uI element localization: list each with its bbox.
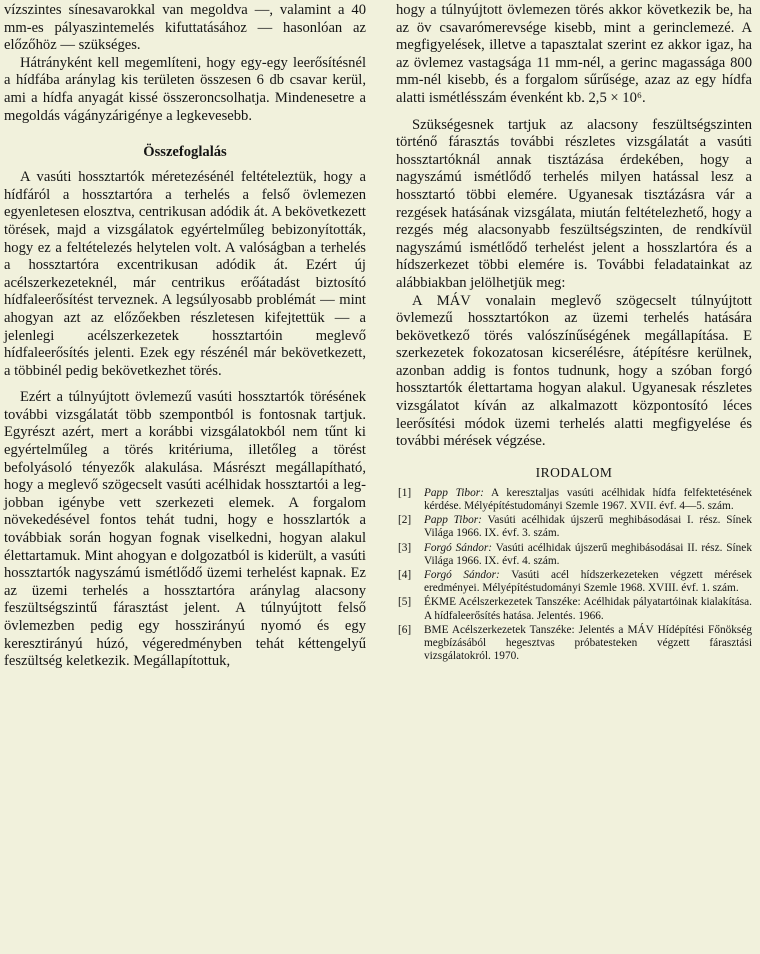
summary-heading: Összefoglalás [143,144,227,161]
reference-author: Papp Tibor: [424,486,484,499]
reference-number: [4] [398,569,412,582]
reference-number: [1] [398,486,412,499]
reference-number: [2] [398,514,412,527]
body-paragraph: Szükségesnek tartjuk az alacsony feszültségszinten történő fárasztás további részletes vizsgálatát a vasúti hossztartóknál annak tisztázása érdekében, hogy a nagyszámú ismétlődő terhelés milyen hatással lesz a hossztartó többi elemére. Ugyanesak tisztázásra vár a rezgések hatásának vizsgálata, miután feltételezhető, hogy a rezgés még alacsonyabb feszültségszinten, de rendkívül nagyszámú ismétlődő terhelést jelent a hosszlartóra és a hídszerkezet többi elemére is. További feladatainkat az alábbiakban jelölhetjük meg: [396,116,752,291]
reference-item [396,624,752,664]
reference-author: Forgó Sándor: [424,541,493,554]
summary-paragraph: Ezért a túlnyújtott övlemezű vasúti hossztartók törésének további vizsgálatát több szempontból is fontosnak tartjuk. Egyrészt azért, mert a korábbi vizsgálatokból nem tűnt ki egyértelműleg a törés kritériuma, illetőleg a törést befolyásoló tényezők alakulása. Másrészt megállapítható, hogy a meglevő szögecselt vasúti acélhidak hossztartói a legjobban igénybe vett szerkezeti elemek. A forgalom növekedésével fontos tehát tudni, hogy e hosszlartók a továbbiak során hogyan fognak viselkedni, hogyan alakul élettartamuk. Mint ahogyan e dolgozatból is kiderült, a vasúti hossztartók nagyszámú ismétlődő üzemi terhelést kapnak. Ez az üzemi terhelés a hossztartóra aránylag alacsony feszültségszintű fárasztást jelent. A túlnyújtott felső övlemezben pedig egy hosszirányú nyomó és egy keresztirányú húzó, végeredményben tehát kéttengelyű feszültség keletkezik. Megállapítottuk, [4,389,366,670]
intro-continuation: vízszintes sínesavarokkal van megoldva —, valamint a 40 mm-es pályaszintemelés kifuttatásához — hasonlóan az előzőhöz — szükséges. [4,2,366,54]
reference-text: Vasúti acél hídszerkezeteken végzett mérések eredményei. Mélyépítéstudományi Szemle 1968. XVIII. évf. 1. szám. [424,569,752,595]
references-heading: IRODALOM [535,464,613,480]
references-list [396,487,752,664]
reference-number: [6] [398,623,412,636]
reference-author: Forgó Sándor: [424,569,500,582]
reference-text: Vasúti acélhidak újszerű meghibásodásai I. rész. Sínek Világa 1966. IX. évf. 3. szám. [424,514,752,540]
reference-item [396,596,752,622]
reference-item [396,569,752,595]
reference-author: Papp Tibor: [424,514,482,527]
left-column [4,2,366,671]
intro-paragraph: Hátrányként kell megemlíteni, hogy egy-egy leerősítésnél a hídfába aránylag kis területen összesen 6 db csavar kerül, ami a hídfa anyagát kissé összeroncsolhatja. Mindenesetre a megoldás vágányzárigénye a legkevesebb. [4,54,366,124]
continuation-paragraph: hogy a túlnyújtott övlemezen törés akkor következik be, ha az öv csavarómerevsége kisebb, mint a gerinclemezé. A megfigyelések, illetve a tapasztalat szerint ez akkor igaz, ha az övlemez vastagsága 11 mm-nél, a gerinc magassága 800 mm-nél kisebb, és a forgalom sűrűsége, azaz az egy hídfa alatti ismétlésszám évenként kb. 2,5 × 10⁶. [396,2,752,106]
reference-item [396,514,752,540]
reference-number: [5] [398,596,412,609]
reference-text: Vasúti acélhidak újszerű meghibásodásai II. rész. Sínek Világa 1966. IX. évf. 4. szám. [424,541,752,567]
reference-item [396,487,752,513]
reference-text: BME Acélszerkezetek Tanszéke: Jelentés a MÁV Hídépítési Főnökség megbízásából hegesztvas próbatesteken végzett fárasztási vizsgálatokról. 1970. [424,623,752,663]
body-paragraph: A MÁV vonalain meglevő szögecselt túlnyújtott övlemezű hossztartókon az üzemi terhelés hatására bekövetkező törés valószínűségének megállapítása. E szerkezetek fokozatosan kicserélésre, átépítésre kerülnek, azonban addig is fontos tudnunk, hogy a szóban forgó hossztartók élettartama hogyan alakul. Ugyanesak részletes vizsgálatot kíván az alkalmazott központosító léces leerősítési módok üzemi terhelés alatti megfigyelése és további mérések végzése. [396,292,752,450]
right-column [396,2,752,664]
summary-paragraph: A vasúti hossztartók méretezésénél feltételeztük, hogy a hídfáról a hossztartóra a terhelés a felső övlemezen egyenletesen elosztva, centrikusan adódik át. A bekövetkezett törések, majd a vizsgálatok egyértelműleg bebizonyították, hogy ez a feltételezés helytelen volt. A valóságban a terhelés a hossztartóra excentrikusan adódik át. Ezért új acélszerkezeteknél, már centrikus erőátadást biztosító hídfaleerősítést terveznek. A legsúlyosabb problémát — mint ahogyan azt az előzőekben részletesen kifejtettük — a jelenlegi acélszerkezetek hossztartóin meglevő hídfaleerősítés jelenti. Ezek egy részénél már bekövetkezett, a többinél pedig bekövetkezhet törés. [4,169,366,379]
reference-text: ÉKME Acélszerkezetek Tanszéke: Acélhidak pályatartóinak kialakítása. A hídfaleerősítés hatása. Jelentés. 1966. [424,596,752,622]
reference-text: A keresztaljas vasúti acélhidak hídfa felfektetésének kérdése. Mélyépítéstudományi Szemle 1967. XVII. évf. 4—5. szám. [424,486,752,513]
reference-item [396,542,752,568]
reference-number: [3] [398,541,412,554]
